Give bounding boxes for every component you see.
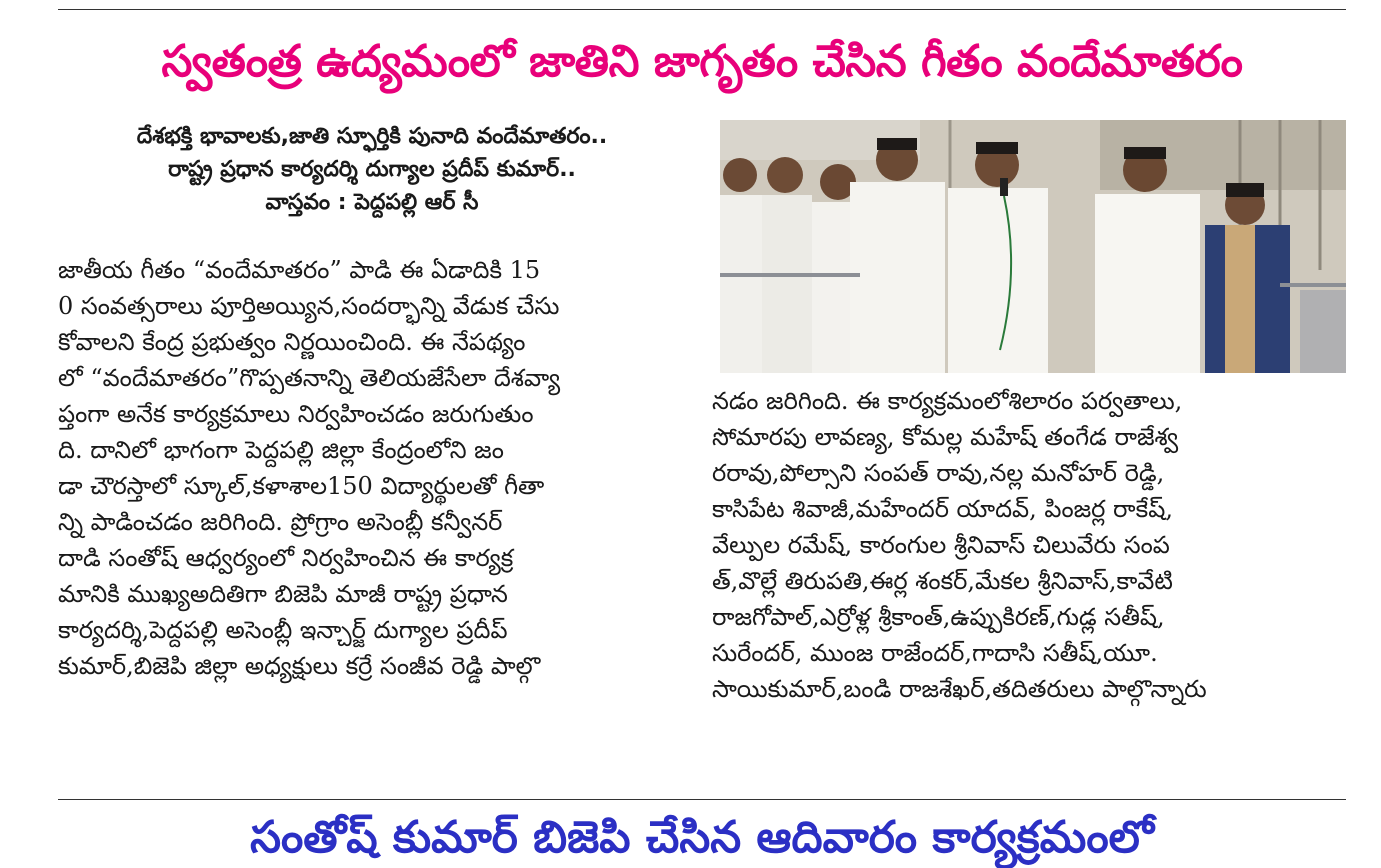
body-line: త్,వొల్లే తిరుపతి,ఈర్ల శంకర్,మేకల శ్రీనివాస్,కావేటి [712, 567, 1173, 595]
top-divider [58, 9, 1346, 10]
body-line: ది. దానిలో భాగంగా పెద్దపల్లి జిల్లా కేంద్రంలోని జం [58, 436, 504, 464]
body-line: రరావు,పోల్సాని సంపత్ రావు,నల్ల మనోహర్ రెడ్డి, [712, 459, 1165, 487]
body-line: వేల్పుల రమేష్, కారంగుల శ్రీనివాస్ చిలువేరు సంప [712, 531, 1170, 559]
body-line: సాయికుమార్,బండి రాజశేఖర్,తదితరులు పాల్గొన్నారు [712, 675, 1207, 703]
body-line: సురేందర్, ముంజ రాజేందర్,గాదాసి సతీష్,యూ. [712, 639, 1158, 667]
body-line: ప్తంగా అనేక కార్యక్రమాలు నిర్వహించడం జరుగుతుం [58, 400, 534, 428]
body-line: డా చౌరస్తాలో స్కూల్,కళాశాల150 విద్యార్థులతో గీతా [58, 472, 545, 500]
body-line: నడం జరిగింది. ఈ కార్యక్రమంలోశిలారం పర్వతాలు, [712, 387, 1183, 415]
body-line: దాడి సంతోష్ ఆధ్వర్యంలో నిర్వహించిన ఈ కార్యక్ర [58, 544, 514, 572]
body-line: కార్యదర్శి,పెద్దపల్లి అసెంబ్లీ ఇన్చార్జ్ దుగ్యాల ప్రదీప్ [58, 616, 508, 644]
bottom-divider [58, 799, 1346, 800]
event-photo-illustration [720, 120, 1346, 373]
body-line: సోమారపు లావణ్య, కోమల్ల మహేష్ తంగేడ రాజేశ్వ [712, 423, 1179, 451]
subhead-line: రాష్ట్ర ప్రధాన కార్యదర్శి దుగ్యాల ప్రదీప్ కుమార్.. [168, 157, 576, 182]
next-article-headline: సంతోష్ కుమార్ బిజెపి చేసిన ఆదివారం కార్యక్రమంలో [250, 812, 1154, 863]
article-headline: స్వతంత్ర ఉద్యమంలో జాతిని జాగృతం చేసిన గీతం వందేమాతరం [161, 36, 1243, 87]
body-line: కుమార్,బిజెపి జిల్లా అధ్యక్షులు కర్రే సంజీవ రెడ్డి పాల్గొ [58, 652, 541, 680]
event-photo [720, 120, 1346, 373]
body-line: రాజగోపాల్,ఎర్రోళ్ల శ్రీకాంత్,ఉప్పుకిరణ్,గుడ్ల సతీష్, [712, 603, 1165, 631]
byline: వాస్తవం : పెద్దపల్లి ఆర్ సీ [265, 190, 479, 215]
subhead-line: దేశభక్తి భావాలకు,జాతి స్ఫూర్తికి పునాది వందేమాతరం.. [136, 124, 608, 149]
body-line: కోవాలని కేంద్ర ప్రభుత్వం నిర్ణయించింది. ఈ నేపథ్యం [58, 328, 526, 356]
body-line: న్ని పాడించడం జరిగింది. ప్రోగ్రాం అసెంబ్లీ కన్వీనర్ [58, 508, 503, 536]
article-subheads [58, 120, 686, 219]
article-body-left-column [58, 252, 686, 684]
body-line: 0 సంవత్సరాలు పూర్తిఅయ్యిన,సందర్భాన్ని వేడుక చేసు [58, 292, 560, 320]
body-line: కాసిపేట శివాజీ,మహేందర్ యాదవ్, పింజర్ల రాకేష్, [712, 495, 1173, 523]
body-line: జాతీయ గీతం “వందేమాతరం” పాడి ఈ ఏడాదికి 15 [58, 256, 541, 284]
article-body-right-column [712, 383, 1346, 707]
body-line: లో “వందేమాతరం”గొప్పతనాన్ని తెలియజేసేలా దేశవ్యా [58, 364, 561, 392]
body-line: మానికి ముఖ్యఅదితిగా బిజెపి మాజీ రాష్ట్ర ప్రధాన [58, 580, 508, 608]
